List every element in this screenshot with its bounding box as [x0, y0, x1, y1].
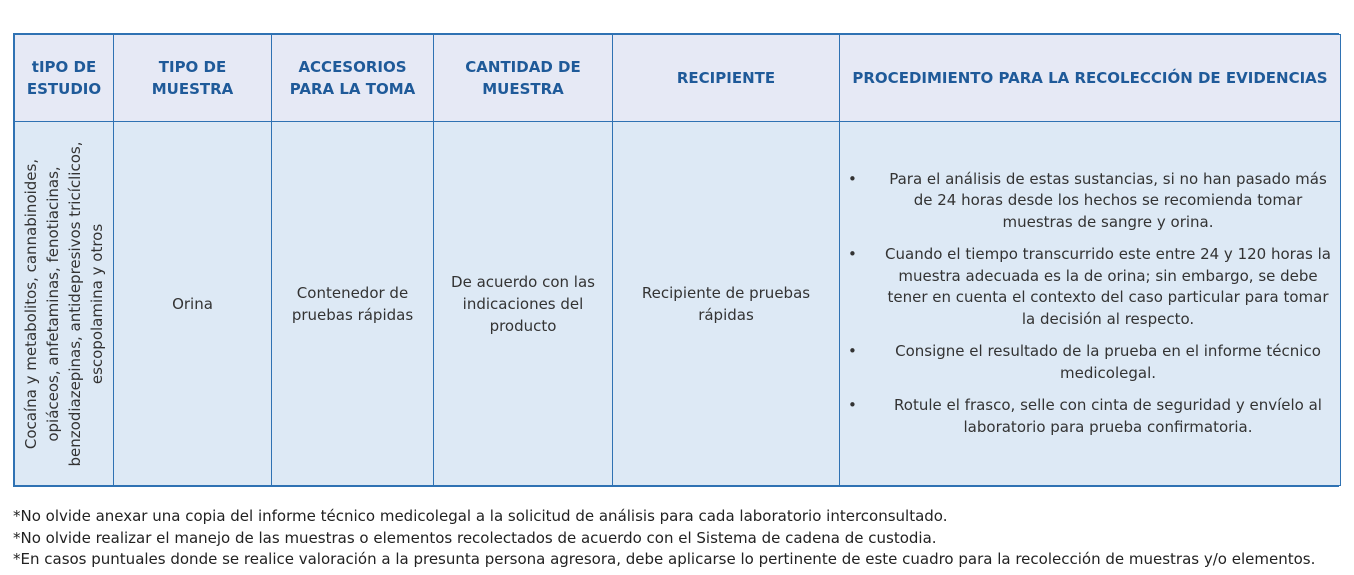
- bullet-icon: •: [848, 396, 857, 415]
- header-study-type: tIPO DE ESTUDIO: [15, 35, 114, 122]
- cell-study-type: [15, 122, 114, 486]
- header-container: RECIPIENTE: [613, 35, 840, 122]
- cell-container: Recipiente de pruebas rápidas: [613, 122, 840, 486]
- cell-procedure: [840, 122, 1341, 486]
- header-accessories: ACCESORIOS PARA LA TOMA: [272, 35, 434, 122]
- header-procedure: PROCEDIMIENTO PARA LA RECOLECCIÓN DE EVIDENCIAS: [840, 35, 1341, 122]
- procedure-item: [848, 395, 1332, 438]
- cell-accessories: Contenedor de pruebas rápidas: [272, 122, 434, 486]
- evidence-table-grid: [14, 34, 1341, 486]
- footnote: *No olvide realizar el manejo de las muestras o elementos recolectados de acuerdo con el Sistema de cadena de custodia.: [13, 528, 937, 547]
- footnotes: [13, 506, 1348, 571]
- cell-quantity: De acuerdo con las indicaciones del producto: [434, 122, 613, 486]
- footnote: *No olvide anexar una copia del informe técnico medicolegal a la solicitud de análisis para cada laboratorio interconsultado.: [13, 507, 948, 525]
- bullet-icon: •: [848, 169, 857, 188]
- bullet-icon: •: [848, 342, 857, 361]
- evidence-table: [13, 33, 1339, 487]
- procedure-item-text: Cuando el tiempo transcurrido este entre 24 y 120 horas la muestra adecuada es la de orina; sin embargo, se debe tener en cuenta el contexto del caso particular para tomar la decisión al respecto.: [885, 245, 1331, 328]
- procedure-item-text: Para el análisis de estas sustancias, si no han pasado más de 24 horas desde los hechos se recomienda tomar muestras de sangre y orina.: [889, 169, 1327, 231]
- cell-sample-type: Orina: [114, 122, 272, 486]
- footnote: *En casos puntuales donde se realice valoración a la presunta persona agresora, debe aplicarse lo pertinente de este cuadro para la recolección de muestras y/o elementos.: [13, 550, 1316, 568]
- procedure-item-text: Consigne el resultado de la prueba en el informe técnico medicolegal.: [895, 342, 1321, 382]
- procedure-item: [848, 169, 1332, 234]
- study-type-text: Cocaína y metabolitos, cannabinoides, opiáceos, anfetaminas, fenotiacinas, benzodiazepinas, antidepresivos tricíclicos, escopolamina y otros: [22, 141, 106, 466]
- header-sample-type: TIPO DE MUESTRA: [114, 35, 272, 122]
- table-row: [15, 122, 1341, 486]
- bullet-icon: •: [848, 245, 857, 264]
- procedure-item-text: Rotule el frasco, selle con cinta de seguridad y envíelo al laboratorio para prueba confirmatoria.: [894, 396, 1322, 436]
- table-header-row: [15, 35, 1341, 122]
- header-quantity: CANTIDAD DE MUESTRA: [434, 35, 613, 122]
- procedure-list: [848, 169, 1332, 439]
- procedure-item: [848, 341, 1332, 384]
- procedure-item: [848, 244, 1332, 330]
